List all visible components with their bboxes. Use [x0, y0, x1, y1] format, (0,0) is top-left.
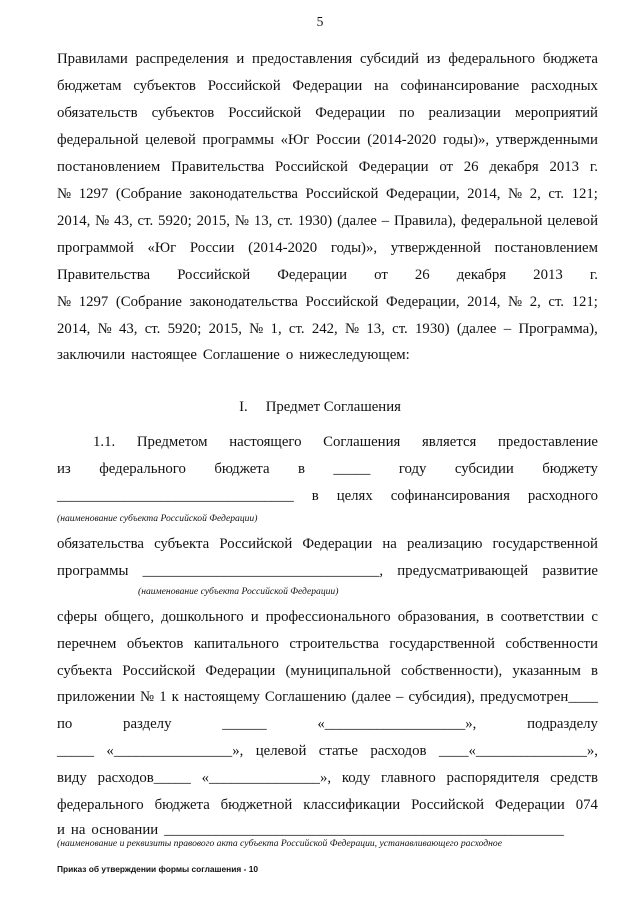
word: 1.1. — [93, 434, 116, 450]
text-line — [57, 239, 598, 257]
word: по — [57, 716, 73, 732]
word: целевой — [547, 213, 598, 229]
word: № — [344, 321, 360, 337]
word: реализацию — [406, 536, 483, 552]
word: подразделу — [527, 716, 598, 732]
word: 43, — [114, 213, 133, 229]
word: 2014, — [467, 294, 501, 310]
word: году — [398, 461, 427, 477]
word: ______________________________________________________ — [164, 822, 564, 838]
word: субсидий — [359, 51, 419, 67]
word: и — [250, 609, 259, 625]
word: Федерации, — [386, 294, 460, 310]
word: 5920; — [158, 213, 192, 229]
word: бюджета — [214, 461, 270, 477]
word: настоящего — [229, 434, 302, 450]
word: собственности), — [400, 663, 503, 679]
word: (далее — [351, 689, 391, 705]
word: развитие — [542, 563, 598, 579]
word: законодательства — [189, 186, 298, 202]
word: приложении — [57, 689, 136, 705]
text-line — [57, 715, 598, 733]
word: программы — [202, 132, 274, 148]
word: № — [97, 321, 112, 337]
text-line — [57, 158, 598, 176]
word: указанным — [512, 663, 581, 679]
word: обязательств — [57, 105, 138, 121]
word: к — [171, 689, 179, 705]
word: № — [234, 213, 249, 229]
page-number: 5 — [316, 14, 324, 29]
word: ________________________________ — [57, 488, 294, 504]
word: 13, — [253, 213, 273, 229]
word: № — [140, 689, 155, 705]
word: России — [315, 132, 361, 148]
word: Предметом — [136, 434, 208, 450]
caption-subject-name-2: (наименование субъекта Российской Федерации) — [138, 586, 339, 597]
text-line — [57, 688, 598, 706]
word: России — [189, 240, 235, 256]
word: расходного — [527, 488, 598, 504]
word: (Собрание — [115, 186, 182, 202]
word: Российской — [274, 159, 348, 175]
word: (2014-2020 — [367, 132, 437, 148]
section-number: I. — [239, 399, 248, 415]
word: Федерации — [277, 267, 348, 283]
word: 5920; — [167, 321, 202, 337]
word: законодательства — [189, 294, 298, 310]
word: 121; — [571, 186, 598, 202]
word: (2014-2020 — [248, 240, 318, 256]
word: ст. — [144, 321, 161, 337]
text-line — [57, 487, 598, 505]
word: Соглашению — [264, 689, 347, 705]
word: ст. — [548, 294, 564, 310]
word: объектов — [126, 636, 184, 652]
word: № — [57, 294, 72, 310]
word: «Юг — [280, 132, 310, 148]
word: софинансирования — [390, 488, 510, 504]
word: 2015, — [208, 321, 242, 337]
word: от — [374, 267, 388, 283]
word: 26 — [463, 159, 479, 175]
word: (далее — [337, 213, 377, 229]
word: утвержденной — [390, 240, 481, 256]
text-line — [57, 212, 598, 230]
word: Российской — [305, 294, 379, 310]
word: средств — [550, 770, 598, 786]
word: предоставление — [498, 434, 598, 450]
section-heading — [0, 398, 640, 416]
footer-note: Приказ об утверждении формы соглашения - 10 — [57, 864, 259, 874]
word: субсидии — [454, 461, 514, 477]
word: предоставления — [252, 51, 353, 67]
word: субъектов — [151, 105, 215, 121]
word: 2014, — [467, 186, 501, 202]
word: «___________________», — [317, 716, 477, 732]
word: собственности — [505, 636, 598, 652]
word: классификации — [303, 797, 401, 813]
word: разделу — [123, 716, 172, 732]
word: программой — [57, 240, 134, 256]
word: бюджету — [542, 461, 598, 477]
word: Правилами — [57, 51, 128, 67]
word: является — [421, 434, 477, 450]
text-line — [57, 266, 598, 284]
word: 13, — [366, 321, 385, 337]
text-line — [57, 460, 598, 478]
word: от — [439, 159, 453, 175]
word: федеральной — [57, 132, 139, 148]
text-line — [57, 796, 598, 814]
word: Российской — [177, 267, 251, 283]
word: предусматривающей — [397, 563, 529, 579]
word: 26 — [414, 267, 430, 283]
word: 1930) — [297, 213, 333, 229]
caption-subject-name: (наименование субъекта Российской Федерации) — [57, 513, 258, 524]
word: _____ — [333, 461, 371, 477]
word: (далее — [456, 321, 497, 337]
word: Соглашение — [202, 347, 280, 363]
word: декабря — [489, 159, 539, 175]
word: Российской — [411, 797, 485, 813]
word: 074 — [575, 797, 598, 813]
word: на — [70, 822, 86, 838]
word: расходов_____ — [97, 770, 191, 786]
word: г. — [589, 159, 598, 175]
text-line — [57, 104, 598, 122]
word: настоящему — [183, 689, 260, 705]
word: строительства — [289, 636, 379, 652]
word: и — [236, 51, 245, 67]
word: ст. — [137, 213, 154, 229]
word: бюджетной — [220, 797, 293, 813]
word: 2013 — [549, 159, 580, 175]
word: программы — [57, 563, 129, 579]
word: утвержденными — [495, 132, 598, 148]
word: софинансирование — [400, 78, 520, 94]
word: обязательства — [57, 536, 144, 552]
word: нижеследующем: — [299, 347, 410, 363]
word: Федерации — [494, 797, 565, 813]
word: распределения — [135, 51, 229, 67]
word: ________________________________, — [142, 563, 384, 579]
text-line — [57, 320, 598, 338]
word: на — [374, 78, 389, 94]
word: капитального — [193, 636, 279, 652]
word: образования, — [397, 609, 480, 625]
word: целевой — [255, 743, 307, 759]
word: «Юг — [147, 240, 177, 256]
text-line — [57, 742, 598, 760]
word: расходных — [531, 78, 598, 94]
word: статье — [318, 743, 358, 759]
word: коду — [341, 770, 371, 786]
word: _____ — [57, 743, 94, 759]
word: Федерации — [358, 159, 429, 175]
word: № — [249, 321, 264, 337]
word: постановлением — [494, 240, 598, 256]
word: федерального — [57, 797, 144, 813]
word: 1, — [270, 321, 282, 337]
word: федеральной — [460, 213, 543, 229]
word: дошкольного — [161, 609, 244, 625]
word: виду — [57, 770, 87, 786]
word: мероприятий — [514, 105, 598, 121]
text-line — [57, 346, 598, 364]
word: (муниципальной — [285, 663, 391, 679]
word: в — [590, 663, 598, 679]
word: бюджетам — [57, 78, 122, 94]
word: Федерации — [315, 105, 386, 121]
word: Федерации — [205, 663, 276, 679]
word: ст. — [288, 321, 305, 337]
word: 43, — [118, 321, 138, 337]
word: сферы — [57, 609, 98, 625]
word: целевой — [145, 132, 196, 148]
word: 2, — [529, 186, 541, 202]
word: Российской — [219, 536, 293, 552]
word: Федерации — [302, 536, 373, 552]
word: годы)», — [442, 132, 490, 148]
text-line — [57, 821, 598, 839]
text-line — [57, 635, 598, 653]
word: из — [57, 461, 71, 477]
word: Федерации — [292, 78, 363, 94]
word: заключили — [57, 347, 126, 363]
word: 242, — [311, 321, 338, 337]
word: Правила), — [393, 213, 457, 229]
word: субъекта — [154, 536, 210, 552]
word: ____«_______________», — [438, 743, 598, 759]
word: ст. — [277, 213, 293, 229]
word: Российской — [228, 105, 302, 121]
word: г. — [589, 267, 598, 283]
word: № — [95, 213, 110, 229]
text-line — [57, 662, 598, 680]
word: распорядителя — [446, 770, 540, 786]
text-line — [57, 535, 598, 553]
word: Российской — [122, 663, 196, 679]
word: (Собрание — [115, 294, 182, 310]
word: в — [297, 461, 305, 477]
word: и — [57, 822, 65, 838]
word: государственной — [492, 536, 598, 552]
word: о — [285, 347, 294, 363]
word: Российской — [207, 78, 281, 94]
word: основании — [91, 822, 159, 838]
word: Федерации, — [386, 186, 460, 202]
word: предусмотрен____ — [479, 689, 598, 705]
text-line — [57, 293, 598, 311]
word: ст. — [548, 186, 564, 202]
word: 1930) — [415, 321, 450, 337]
word: на — [382, 536, 397, 552]
word: «________________», — [106, 743, 244, 759]
text-line — [57, 769, 598, 787]
word: федерального — [99, 461, 186, 477]
text-line — [57, 131, 598, 149]
word: профессионального — [265, 609, 391, 625]
word: Правительства — [57, 267, 151, 283]
word: постановлением — [57, 159, 161, 175]
word: № — [508, 294, 523, 310]
word: расходов — [370, 743, 427, 759]
word: общего, — [104, 609, 155, 625]
word: соответствии — [500, 609, 585, 625]
text-line — [57, 608, 598, 626]
word: декабря — [456, 267, 507, 283]
text-line — [57, 185, 598, 203]
word: 1297 — [78, 294, 109, 310]
word: ст. — [392, 321, 408, 337]
word: бюджета — [542, 51, 598, 67]
word: настоящее — [131, 347, 197, 363]
word: перечнем — [57, 636, 117, 652]
word: государственной — [389, 636, 495, 652]
word: субъекта — [57, 663, 113, 679]
word: 1 — [159, 689, 167, 705]
word: Правительства — [171, 159, 265, 175]
word: главного — [381, 770, 436, 786]
word: 2013 — [533, 267, 563, 283]
word: – — [503, 321, 512, 337]
word: целях — [336, 488, 373, 504]
word: в — [486, 609, 494, 625]
word: 2014, — [57, 213, 91, 229]
caption-legal-act: (наименование и реквизиты правового акта субъекта Российской Федерации, устанавливающего расходное — [57, 838, 502, 849]
word: с — [591, 609, 598, 625]
word: Российской — [305, 186, 379, 202]
word: 2015, — [196, 213, 230, 229]
word: субсидия), — [408, 689, 475, 705]
word: бюджета — [154, 797, 210, 813]
word: Программа), — [518, 321, 598, 337]
word: Соглашения — [323, 434, 401, 450]
text-line — [57, 77, 598, 95]
word: «_______________», — [201, 770, 332, 786]
word: – — [381, 213, 390, 229]
word: – — [396, 689, 404, 705]
word: ______ — [222, 716, 267, 732]
word: из — [426, 51, 441, 67]
text-line — [93, 433, 598, 451]
text-line — [57, 50, 598, 68]
word: 2, — [529, 294, 541, 310]
word: реализации — [428, 105, 501, 121]
word: годы)», — [330, 240, 378, 256]
word: № — [57, 186, 72, 202]
section-title: Предмет Соглашения — [265, 399, 401, 415]
word: федерального — [448, 51, 536, 67]
text-line — [57, 562, 598, 580]
word: № — [508, 186, 523, 202]
word: 1297 — [78, 186, 109, 202]
word: 2014, — [57, 321, 91, 337]
word: в — [311, 488, 319, 504]
word: субъектов — [133, 78, 196, 94]
word: 121; — [571, 294, 598, 310]
word: по — [399, 105, 415, 121]
